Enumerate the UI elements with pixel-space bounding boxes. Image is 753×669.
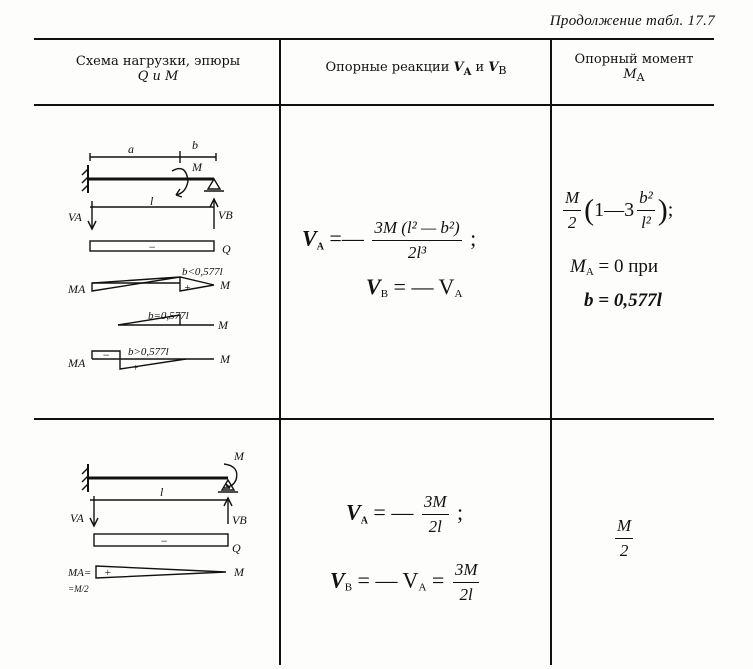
row2-vb-formula xyxy=(330,560,482,605)
row1-label-l: l xyxy=(150,194,154,208)
row2-label-l: l xyxy=(160,485,164,499)
row1-va-eq: = xyxy=(329,225,342,251)
header-bottom-rule xyxy=(34,104,714,106)
header-vb: V xyxy=(488,60,499,75)
row1-vb-lhs: V xyxy=(366,274,381,299)
row2-moment-num: M xyxy=(615,516,633,539)
row1-va-sub: A xyxy=(316,241,324,253)
row2-label-VB: VB xyxy=(232,513,247,527)
header-va-sub: A xyxy=(463,67,472,78)
row1-va-sign: — xyxy=(341,225,364,251)
header-moment-m: M xyxy=(623,67,637,82)
row2-q-minus: − xyxy=(160,534,169,548)
row2-va-den: 2l xyxy=(428,517,442,536)
row1-b-value: b = 0,577l xyxy=(584,290,662,311)
header-col-moment xyxy=(556,52,712,85)
row1-label-Q: Q xyxy=(222,242,231,256)
header-col-scheme-line2: Q и M xyxy=(137,69,179,84)
row2-vb-fraction xyxy=(453,560,480,605)
row1-label-VA: VA xyxy=(68,210,82,224)
row1-va-formula xyxy=(302,218,476,263)
row1-moment-paren-open: ( xyxy=(584,193,595,227)
row2-label-M: M xyxy=(234,449,244,463)
row1-va-num: 3M (l² — b²) xyxy=(372,218,461,241)
row1-label-a: a xyxy=(128,142,134,156)
row1-va-den: 2l³ xyxy=(407,243,427,262)
row2-vb-eq2: = xyxy=(431,567,445,593)
row1-ma-rest: = 0 при xyxy=(598,256,659,277)
column-divider-2 xyxy=(550,40,552,665)
header-and: и xyxy=(475,60,485,75)
row1-vb-sub: B xyxy=(380,288,389,300)
row2-va-sub: A xyxy=(360,515,368,527)
row1-moment3-cond: b>0,577l xyxy=(128,346,169,358)
row1-moment1-M: M xyxy=(220,278,230,292)
row1-moment-den: 2 xyxy=(567,213,577,232)
row1-moment3-plus: + xyxy=(132,363,139,374)
row1-q-minus: − xyxy=(148,240,157,254)
row1-moment2-cond: b=0,577l xyxy=(148,310,189,322)
row2-vb-den: 2l xyxy=(459,585,473,604)
row1-moment1-cond: b<0,577l xyxy=(182,266,223,278)
row2-moment-frac: =M/2 xyxy=(68,584,89,594)
row2-moment-plus: + xyxy=(104,567,112,579)
row1-vb-rhs: = — V xyxy=(393,274,455,299)
row1-moment-sep: ; xyxy=(667,199,674,221)
row2-moment-M: M xyxy=(234,565,244,579)
row2-moment-formula xyxy=(612,516,636,561)
row1-moment-formula xyxy=(560,188,673,233)
header-col-scheme xyxy=(40,54,276,84)
row1-ma-condition xyxy=(570,256,658,278)
row2-moment-fraction xyxy=(615,516,633,561)
row1-label-M: M xyxy=(192,160,202,174)
row1-moment-fraction xyxy=(563,188,581,233)
header-col-scheme-line1: Схема нагрузки, эпюры xyxy=(75,54,241,69)
row2-va-fraction xyxy=(422,492,449,537)
row1-vb-formula xyxy=(366,274,462,300)
row1-label-VB: VB xyxy=(218,208,233,222)
row1-moment-paren-close: ) xyxy=(657,193,668,227)
row1-moment-inner-num: b² xyxy=(637,188,655,211)
row1-moment3-minus: − xyxy=(102,348,111,362)
row1-moment-inner-den: l² xyxy=(641,213,651,232)
row1-vb-rhs-sub: A xyxy=(454,288,463,300)
row2-label-MA: MA= xyxy=(68,567,92,579)
row2-vb-lhs: V xyxy=(330,567,345,593)
row1-ma-sub: A xyxy=(585,266,594,278)
row2-va-formula xyxy=(346,492,463,537)
row1-moment-inner-fraction xyxy=(637,188,655,233)
header-vb-sub: B xyxy=(498,64,507,77)
row1-moment1-plus: + xyxy=(184,283,191,294)
row1-label-b: b xyxy=(192,138,198,152)
row2-label-VA: VA xyxy=(70,511,84,525)
row1-moment-num: M xyxy=(563,188,581,211)
row2-va-num: 3M xyxy=(422,492,449,515)
table-top-rule xyxy=(34,38,714,40)
column-divider-1 xyxy=(279,40,281,665)
header-col-reactions xyxy=(284,60,548,80)
row2-vb-num: 3M xyxy=(453,560,480,583)
row1-label-MA-1: MA xyxy=(68,282,86,296)
row1-va-sep: ; xyxy=(470,225,477,251)
row2-moment-den: 2 xyxy=(619,541,629,560)
table-caption: Продолжение табл. 17.7 xyxy=(549,13,715,29)
row2-vb-sub: B xyxy=(344,581,353,594)
row2-vb-eq: = — V xyxy=(357,567,419,593)
header-col-moment-line1: Опорный момент xyxy=(574,52,694,67)
row1-moment3-M: M xyxy=(220,352,230,366)
row2-load-diagram xyxy=(64,448,264,628)
row1-moment-one-minus: 1—3 xyxy=(594,199,635,221)
row2-va-eq: = — xyxy=(373,499,414,525)
header-col-reactions-prefix: Опорные реакции xyxy=(325,60,450,75)
row2-va-lhs: V xyxy=(346,499,361,525)
row1-va-fraction xyxy=(372,218,461,263)
row2-va-sep: ; xyxy=(457,499,464,525)
row1-ma-m: M xyxy=(570,256,586,277)
row1-load-diagram xyxy=(64,135,264,385)
header-va: V xyxy=(453,60,464,75)
row-divider-rule xyxy=(34,418,714,420)
row1-va-lhs: V xyxy=(302,225,317,251)
header-moment-sub: A xyxy=(636,71,645,84)
row2-label-Q: Q xyxy=(232,541,241,555)
row2-vb-eq-sub: A xyxy=(418,581,427,594)
row1-moment2-M: M xyxy=(218,318,228,332)
row1-label-MA-3: MA xyxy=(68,356,86,370)
